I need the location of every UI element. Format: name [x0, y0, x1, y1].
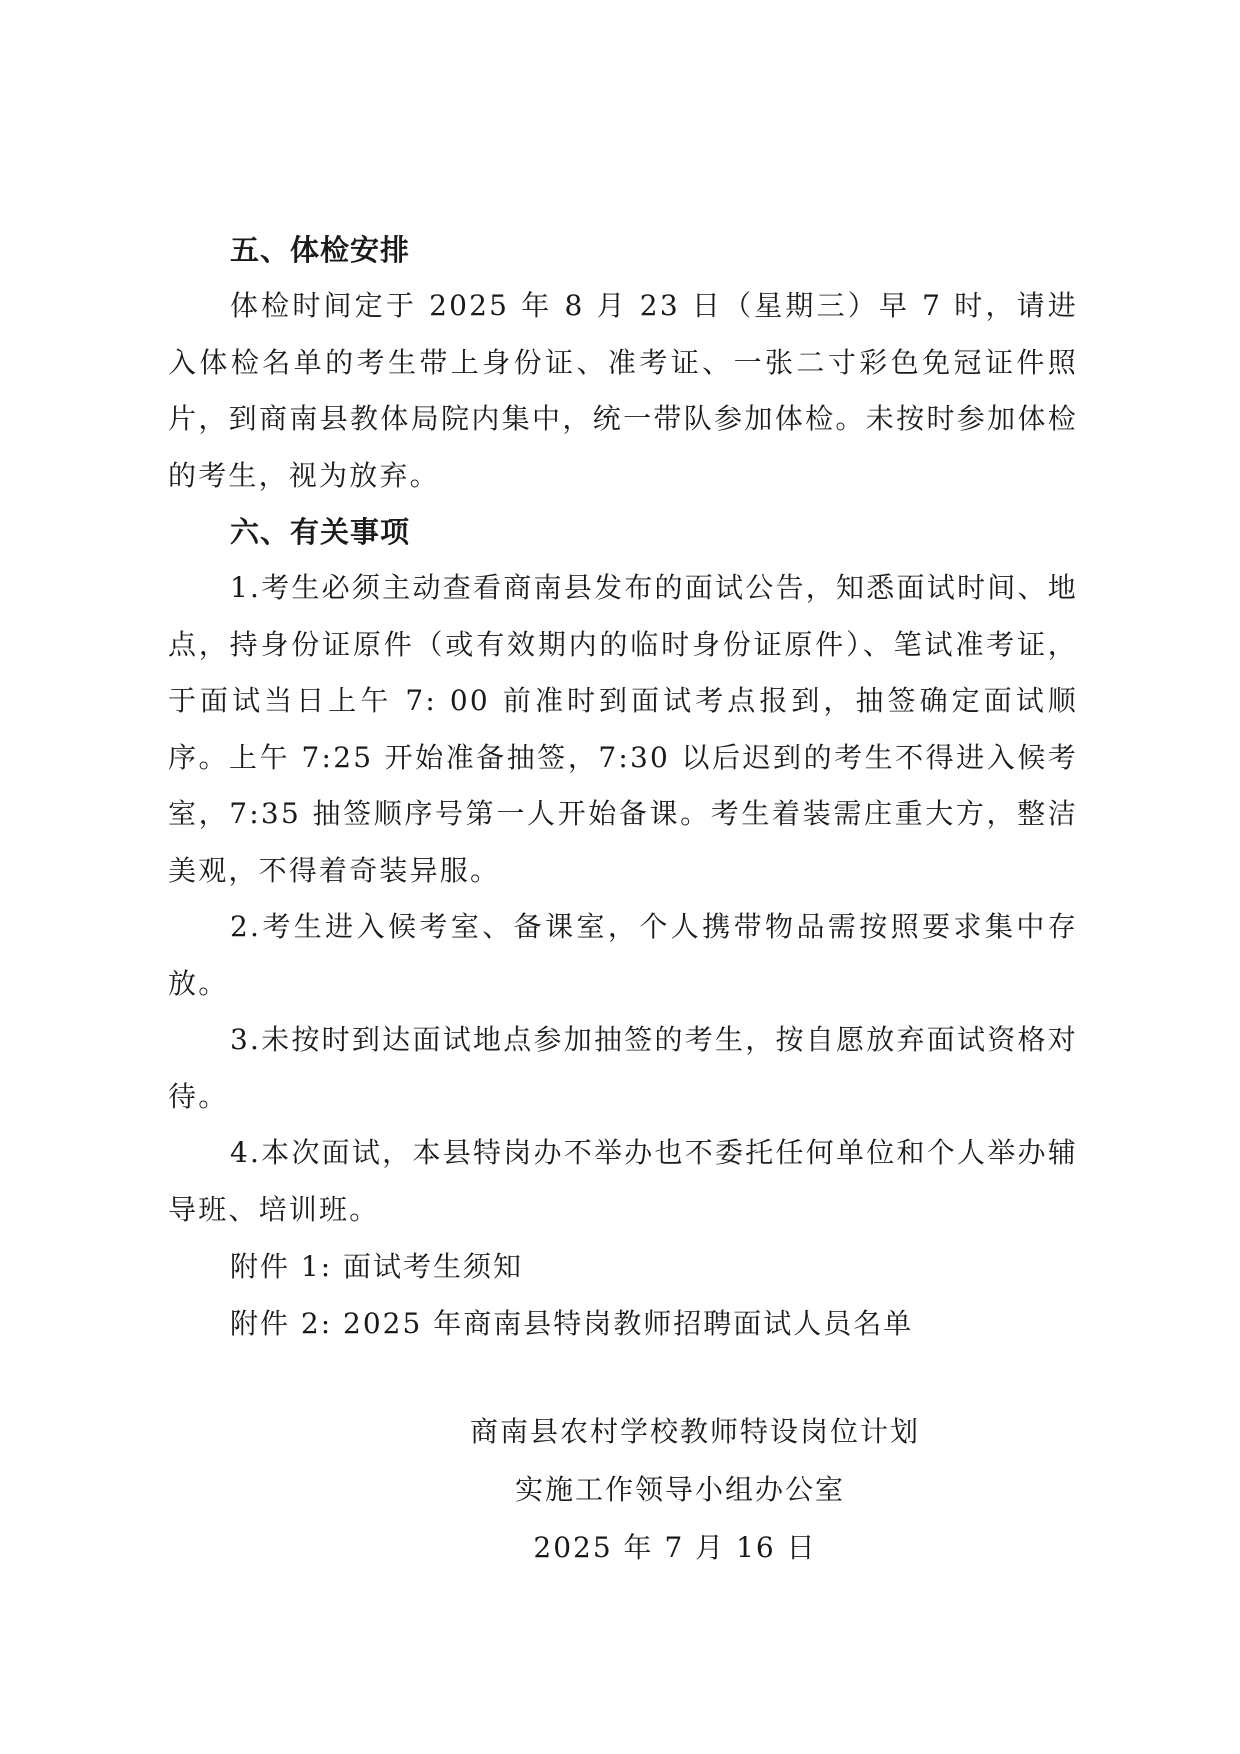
signature-date: 2025 年 7 月 16 日	[533, 1531, 817, 1564]
attachment-2: 附件 2: 2025 年商南县特岗教师招聘面试人员名单	[230, 1307, 914, 1340]
document-body	[168, 222, 1078, 1352]
matter-item-4: 4.本次面试，本县特岗办不举办也不委托任何单位和个人举办辅导班、培训班。	[168, 1136, 1078, 1226]
matter-item-1: 1.考生必须主动查看商南县发布的面试公告，知悉面试时间、地点，持身份证原件（或有效期内的临时身份证原件）、笔试准考证，于面试当日上午 7: 00 前准时到面试考点报到，抽签确定面试顺序。上午 7:25 开始准备抽签，7:30 以后迟到的考生不得进入候考室，7:35 抽签顺序号第一人开始备课。考生着装需庄重大方，整洁美观，不得着奇装异服。	[168, 571, 1078, 887]
physical-exam-paragraph: 体检时间定于 2025 年 8 月 23 日（星期三）早 7 时，请进入体检名单的考生带上身份证、准考证、一张二寸彩色免冠证件照片，到商南县教体局院内集中，统一带队参加体检。未按时参加体检的考生，视为放弃。	[168, 289, 1078, 492]
attachment-1: 附件 1: 面试考生须知	[230, 1250, 524, 1283]
signature-block	[0, 1403, 1240, 1577]
matter-item-2: 2.考生进入候考室、备课室，个人携带物品需按照要求集中存放。	[168, 910, 1078, 1000]
section-heading-related-matters: 六、有关事项	[230, 515, 411, 549]
signature-org-line-1: 商南县农村学校教师特设岗位计划	[469, 1415, 920, 1448]
section-heading-physical-exam: 五、体检安排	[230, 233, 411, 267]
signature-org-line-2: 实施工作领导小组办公室	[514, 1473, 845, 1506]
matter-item-3: 3.未按时到达面试地点参加抽签的考生，按自愿放弃面试资格对待。	[168, 1023, 1078, 1113]
